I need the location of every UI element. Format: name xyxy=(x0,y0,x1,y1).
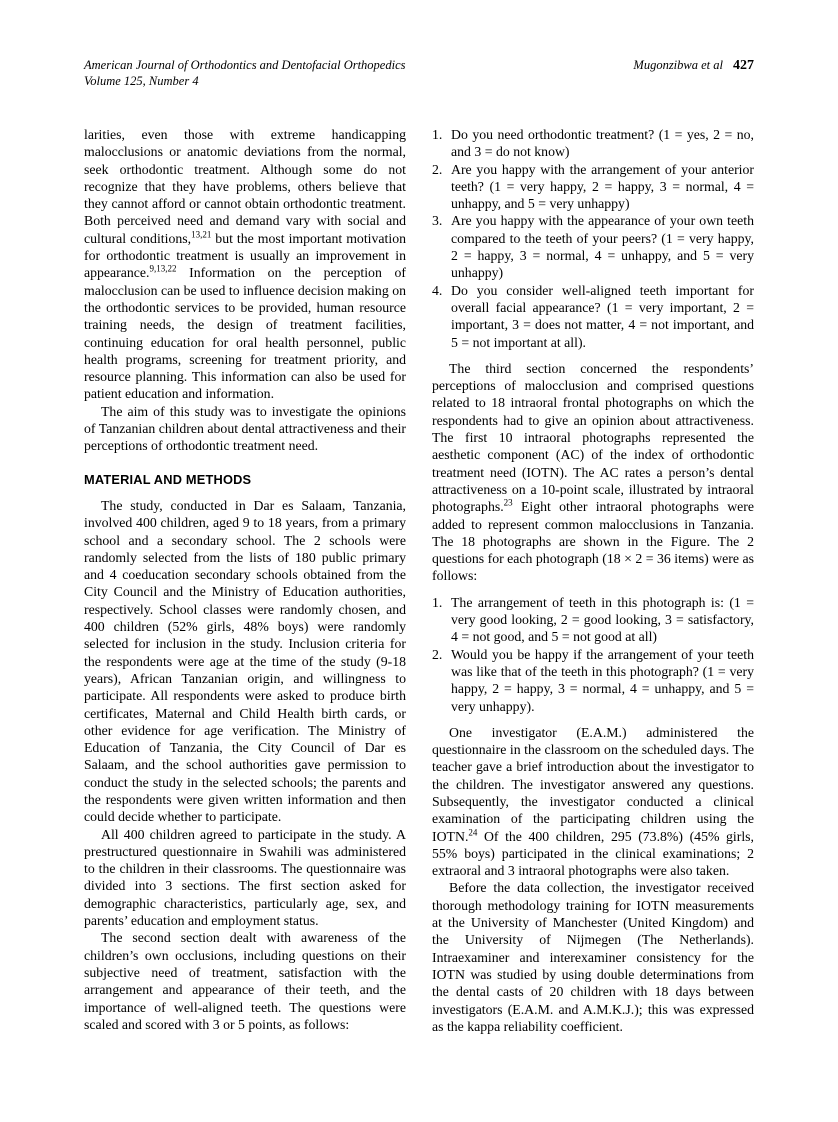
question-list xyxy=(432,594,754,715)
citation-superscript: 23 xyxy=(503,497,513,508)
list-item-text: Do you consider well-aligned teeth important for overall facial appearance? (1 = very important, 2 = important, 3 = does not matter, 4 = not important, and 5 = not important at all). xyxy=(451,282,754,350)
section-heading: MATERIAL AND METHODS xyxy=(84,471,252,487)
list-item-text: Are you happy with the arrangement of your anterior teeth? (1 = very happy, 2 = happy, 3 = normal, 4 = unhappy, and 5 = very unhappy) xyxy=(451,161,754,212)
journal-name: American Journal of Orthodontics and Dentofacial Orthopedics xyxy=(84,58,406,72)
list-item-text: Would you be happy if the arrangement of your teeth was like that of the teeth in this photograph? (1 = very happy, 2 = happy, 3 = normal, 4 = unhappy, and 5 = very unhappy). xyxy=(451,646,754,714)
list-item xyxy=(432,161,754,213)
paragraph: The aim of this study was to investigate the opinions of Tanzanian children about dental attractiveness and their perceptions of orthodontic treatment need. xyxy=(84,403,406,454)
citation-superscript: 13,21 xyxy=(191,229,212,240)
paragraph: All 400 children agreed to participate in the study. A prestructured questionnaire in Swahili was administered to the children in their classrooms. The questionnaire was divided into 3 sections. The first section asked for demographic characteristics, particularly age, sex, and parents’ education and employment status. xyxy=(84,826,406,929)
list-item xyxy=(432,282,754,351)
page-number: 427 xyxy=(733,58,754,73)
list-item xyxy=(432,594,754,646)
left-column xyxy=(84,126,406,1035)
list-item xyxy=(432,126,754,161)
paragraph: larities, even those with extreme handicapping malocclusions or anatomic deviations from the normal, seek orthodontic treatment. Although some do not recognize that they have problems, others believe that they cannot afford or cannot obtain orthodontic treatment. Both perceived need and demand vary with social and cultural conditions,$^{13,21}$ but the most important motivation for orthodontic treatment is usually an improvement in appearance.$^{9,13,22}$ Information on the perception of malocclusion can be used to influence decision making on the orthodontic services to be provided, human resource training needs, the design of treatment facilities, continuing education for oral health personnel, public health programs, screening for treatment priority, and resource planning. This information can also be used for patient education and information. xyxy=(84,127,406,402)
article-body xyxy=(84,126,754,1035)
list-item-text: Do you need orthodontic treatment? (1 = yes, 2 = no, and 3 = do not know) xyxy=(451,127,754,160)
question-list xyxy=(432,126,754,351)
list-item-number: 2. xyxy=(432,646,443,662)
list-item-text: The arrangement of teeth in this photograph is: (1 = very good looking, 2 = good looking, 3 = satisfactory, 4 = not good, and 5 = not good at all) xyxy=(451,594,754,645)
running-head xyxy=(633,58,754,74)
paragraph: The second section dealt with awareness of the children’s own occlusions, including questions on their subjective need of treatment, satisfaction with the arrangement and appearance of their teeth, and the importance of well-aligned teeth. The questions were scaled and scored with 3 or 5 points, as follows: xyxy=(84,930,406,1032)
paragraph: One investigator (E.A.M.) administered the questionnaire in the classroom on the scheduled days. The teacher gave a brief introduction about the investigator to the children. The investigator answered any questions. Subsequently, the investigator conducted a clinical examination of the participating children using the IOTN.$^{24}$ Of the 400 children, 295 (73.8%) (45% girls, 55% boys) participated in the clinical examinations; 2 extraoral and 3 intraoral photographs were also taken. xyxy=(432,724,754,879)
page-header xyxy=(84,58,754,89)
journal-info xyxy=(84,58,406,89)
list-item-number: 4. xyxy=(432,282,443,298)
list-item-number: 3. xyxy=(432,213,443,229)
list-item-number: 1. xyxy=(432,127,443,142)
list-item xyxy=(432,646,754,715)
list-item xyxy=(432,212,754,281)
paragraph: The study, conducted in Dar es Salaam, Tanzania, involved 400 children, aged 9 to 18 years, from a primary school and a secondary school. The 2 schools were randomly selected from the lists of 180 public primary and 4 coeducation secondary schools obtained from the City Council and the Ministry of Education authorities, respectively. School classes were randomly chosen, and 400 children (52% girls, 48% boys) were randomly selected for inclusion in the study. Inclusion criteria for the respondents were age at the time of the study (9-18 years), African Tanzanian origin, and willingness to participate. All respondents were asked to produce birth certificates, Maternal and Child Health birth cards, or other evidence for age verification. The Ministry of Education of Tanzania, the City Council of Dar es Salaam, and the school authorities gave permission to conduct the study in the selected schools; the parents and the respondents were given written information and then could decide whether to participate. xyxy=(84,497,406,825)
list-item-number: 1. xyxy=(432,594,443,610)
citation-superscript: 9,13,22 xyxy=(149,263,177,274)
right-column xyxy=(432,126,754,1035)
running-head-authors: Mugonzibwa et al xyxy=(633,58,723,72)
paragraph: The third section concerned the respondents’ perceptions of malocclusion and comprised questions related to 18 intraoral frontal photographs on which the respondents had to give an opinion about attractiveness. The first 10 intraoral photographs represented the aesthetic component (AC) of the index of orthodontic treatment need (IOTN). The AC rates a person’s dental attractiveness on a 10-point scale, illustrated by intraoral photographs.$^{23}$ Eight other intraoral photographs were added to represent common malocclusions in Tanzania. The 18 photographs are shown in the Figure. The 2 questions for each photograph (18 × 2 = 36 items) were as follows: xyxy=(432,360,754,584)
journal-volume: Volume 125, Number 4 xyxy=(84,73,199,88)
list-item-text: Are you happy with the appearance of your own teeth compared to the teeth of your peers? (1 = very happy, 2 = happy, 3 = normal, 4 = unhappy, and 5 = very unhappy) xyxy=(451,213,754,281)
list-item-number: 2. xyxy=(432,161,443,177)
citation-superscript: 24 xyxy=(468,826,478,837)
paragraph: Before the data collection, the investigator received thorough methodology training for IOTN measurements at the University of Manchester (United Kingdom) and the University of Nijmegen (The Netherlands). Intraexaminer and interexaminer consistency for the IOTN was studied by using double determinations from the dental casts of 20 children with 18 days between investigators (E.A.M. and A.M.K.J.); this was expressed as the kappa reliability coefficient. xyxy=(432,880,754,1034)
